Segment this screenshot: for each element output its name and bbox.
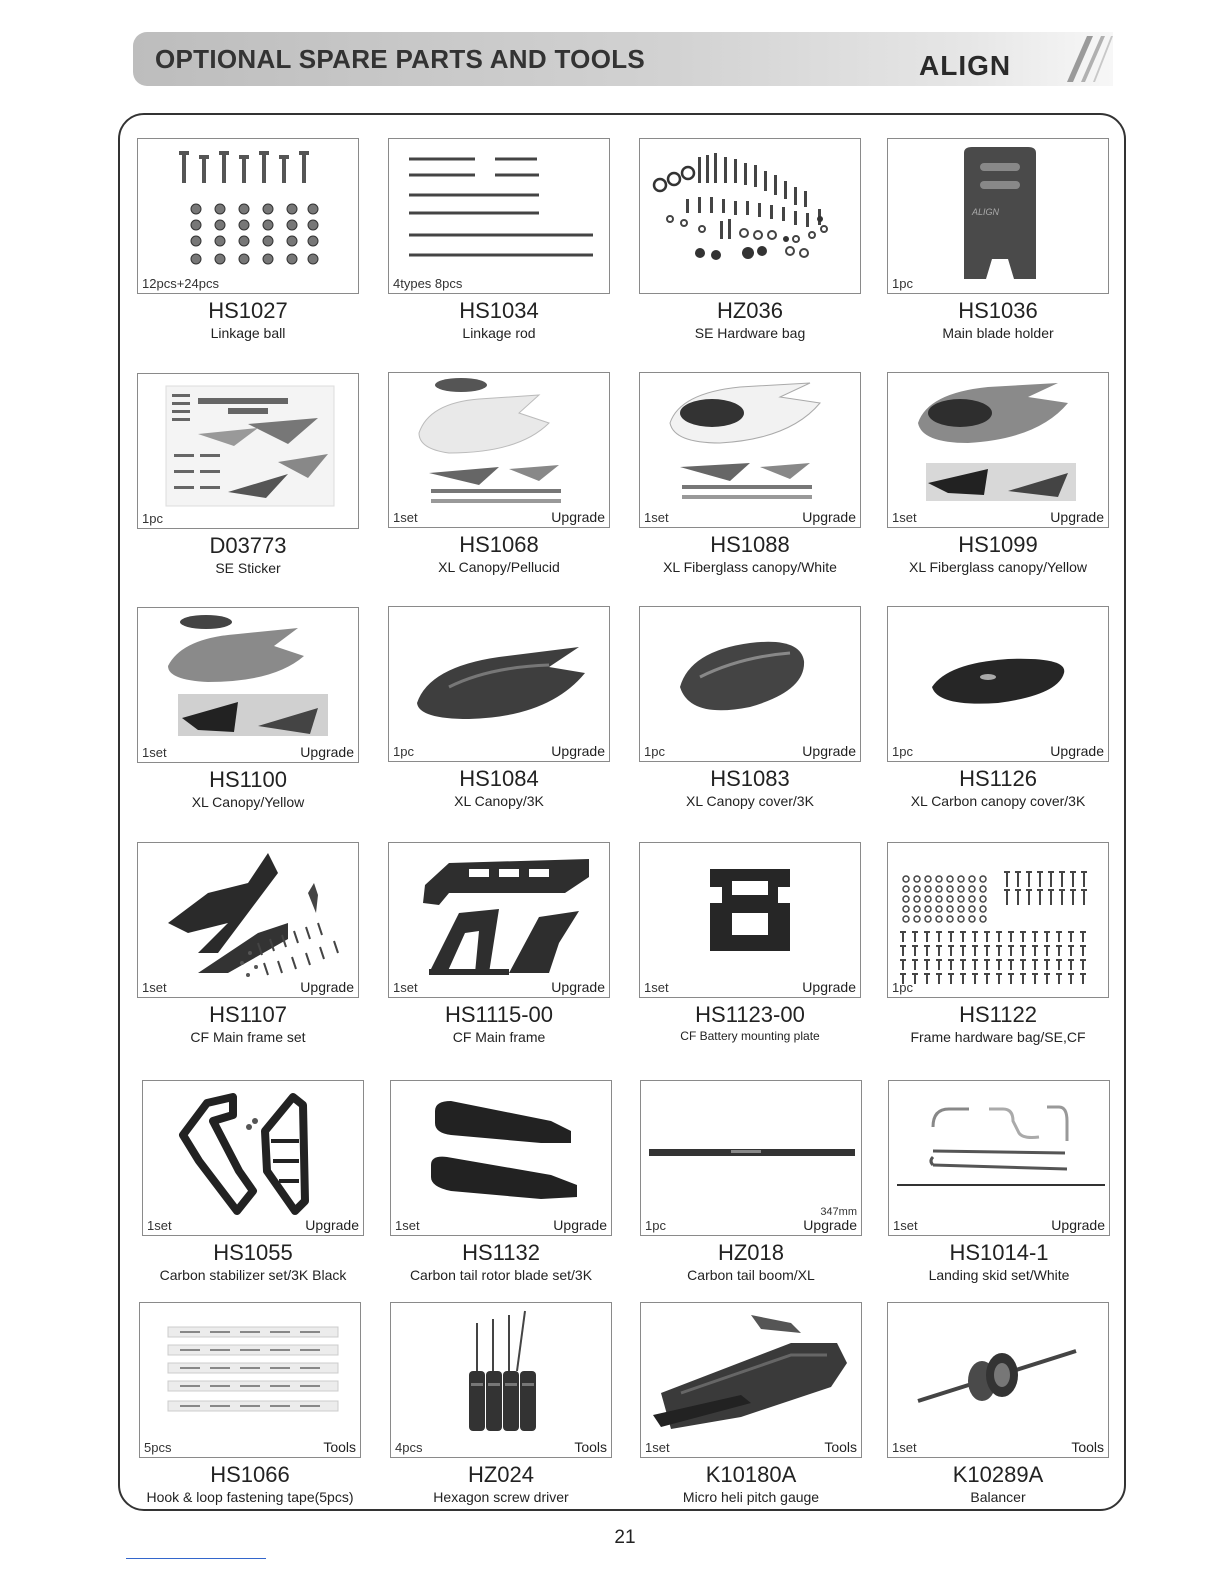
part-photo-fastening-tape: [139, 1302, 361, 1458]
part-card: [137, 607, 359, 810]
part-card: [139, 1302, 361, 1505]
part-code: HS1132: [462, 1240, 540, 1265]
part-card: [388, 606, 610, 809]
part-card: [388, 372, 610, 575]
part-name: XL Canopy/Yellow: [191, 794, 305, 810]
part-code: HS1123-00: [695, 1002, 805, 1027]
section-title: OPTIONAL SPARE PARTS AND TOOLS: [155, 44, 646, 74]
part-quantity: 1set: [395, 1218, 420, 1233]
part-tag: Upgrade: [300, 979, 354, 995]
part-tag: Upgrade: [1050, 743, 1104, 759]
part-name: Main blade holder: [942, 325, 1054, 341]
part-code: HZ024: [467, 1462, 535, 1487]
part-photo-pitch-gauge: [640, 1302, 862, 1458]
part-dimension: 347mm: [820, 1206, 857, 1218]
page-number: 21: [614, 1527, 636, 1548]
part-quantity: 12pcs+24pcs: [142, 276, 219, 291]
part-quantity: 1set: [892, 510, 917, 525]
section-header: [133, 32, 1113, 86]
part-quantity: 1set: [644, 510, 669, 525]
part-code: HS1084: [459, 766, 539, 791]
part-tag: Upgrade: [551, 743, 605, 759]
part-photo-main-frame: [388, 842, 610, 998]
part-code: HS1036: [958, 298, 1038, 323]
part-photo-tail-boom: [640, 1080, 862, 1236]
part-quantity: 4types 8pcs: [393, 276, 463, 291]
part-name: XL Canopy/Pellucid: [438, 559, 560, 575]
part-code: HS1083: [710, 766, 790, 791]
brand-logo: ALIGN: [919, 50, 1012, 81]
part-quantity: 1pc: [892, 744, 913, 759]
part-card: [639, 842, 861, 1042]
part-tag: Upgrade: [305, 1217, 359, 1233]
part-tag: Upgrade: [802, 979, 856, 995]
part-photo-balancer: [887, 1302, 1109, 1458]
part-card: [887, 1302, 1109, 1505]
part-tag: Upgrade: [551, 509, 605, 525]
part-name: Balancer: [970, 1489, 1026, 1505]
part-name: Landing skid set/White: [928, 1267, 1070, 1283]
part-photo-battery-mounting-plate: [639, 842, 861, 998]
part-quantity: 1set: [644, 980, 669, 995]
part-quantity: 4pcs: [395, 1440, 423, 1455]
part-name: Carbon tail rotor blade set/3K: [409, 1267, 593, 1283]
part-quantity: 1set: [147, 1218, 172, 1233]
part-tag: Tools: [824, 1439, 857, 1455]
part-photo-hex-screw-driver: [390, 1302, 612, 1458]
part-quantity: 1set: [645, 1440, 670, 1455]
part-tag: Upgrade: [1050, 509, 1104, 525]
footer-divider: [126, 1558, 266, 1559]
part-tag: Upgrade: [802, 743, 856, 759]
part-card: [639, 138, 861, 341]
part-name: XL Canopy/3K: [454, 793, 544, 809]
part-tag: Upgrade: [803, 1217, 857, 1233]
part-photo-canopy-cover-3k: [639, 606, 861, 762]
part-photo-linkage-rod: [388, 138, 610, 294]
part-name: Linkage ball: [210, 325, 286, 341]
part-photo-hardware-bag: [639, 138, 861, 294]
part-quantity: 1set: [142, 745, 167, 760]
part-code: HZ036: [716, 298, 784, 323]
part-name: XL Fiberglass canopy/Yellow: [909, 559, 1087, 575]
part-quantity: 5pcs: [144, 1440, 172, 1455]
part-quantity: 1pc: [645, 1218, 666, 1233]
svg-text:ALIGN: ALIGN: [972, 207, 1000, 217]
part-photo-canopy-yellow-set: [137, 607, 359, 763]
part-code: HS1034: [459, 298, 539, 323]
part-name: Frame hardware bag/SE,CF: [910, 1029, 1086, 1045]
part-photo-tail-rotor-blade-set: [390, 1080, 612, 1236]
part-card: [887, 842, 1109, 1045]
part-name: XL Carbon canopy cover/3K: [910, 793, 1086, 809]
part-tag: Upgrade: [802, 509, 856, 525]
part-photo-landing-skid-set: [888, 1080, 1110, 1236]
part-code: HS1126: [959, 766, 1037, 791]
part-name: XL Fiberglass canopy/White: [663, 559, 837, 575]
part-code: HS1099: [958, 532, 1038, 557]
part-code: D03773: [209, 533, 287, 558]
part-code: HS1055: [213, 1240, 293, 1265]
part-name: CF Main frame: [452, 1029, 546, 1045]
part-photo-canopy-white: [639, 372, 861, 528]
part-name: Carbon stabilizer set/3K Black: [159, 1267, 347, 1283]
part-quantity: 1pc: [644, 744, 665, 759]
part-card: [639, 372, 861, 575]
part-quantity: 1set: [142, 980, 167, 995]
part-tag: Upgrade: [300, 744, 354, 760]
part-photo-carbon-canopy-cover: [887, 606, 1109, 762]
part-photo-frame-hardware-bag: [887, 842, 1109, 998]
part-code: K10289A: [952, 1462, 1044, 1487]
part-code: HS1100: [209, 767, 287, 792]
part-name: Carbon tail boom/XL: [687, 1267, 815, 1283]
part-tag: Upgrade: [551, 979, 605, 995]
part-quantity: 1set: [892, 1440, 917, 1455]
part-quantity: 1set: [893, 1218, 918, 1233]
part-code: HS1066: [210, 1462, 290, 1487]
part-card: [390, 1080, 612, 1283]
part-quantity: 1set: [393, 980, 418, 995]
part-name: Hexagon screw driver: [433, 1489, 569, 1505]
part-photo-sticker: [137, 373, 359, 529]
part-card: [888, 1080, 1110, 1283]
part-code: HZ018: [717, 1240, 785, 1265]
part-code: HS1088: [710, 532, 790, 557]
part-name: SE Sticker: [215, 560, 281, 576]
part-quantity: 1pc: [393, 744, 414, 759]
part-tag: Tools: [574, 1439, 607, 1455]
part-card: [137, 373, 359, 576]
part-card: [887, 138, 1109, 341]
part-name: Micro heli pitch gauge: [682, 1489, 820, 1505]
part-quantity: 1set: [393, 510, 418, 525]
part-card: [887, 372, 1109, 575]
part-card: [640, 1302, 862, 1505]
part-card: [137, 842, 359, 1045]
part-card: [390, 1302, 612, 1505]
part-photo-canopy-pellucid: [388, 372, 610, 528]
part-photo-main-blade-holder: [887, 138, 1109, 294]
part-code: HS1027: [208, 298, 288, 323]
part-quantity: 1pc: [142, 511, 163, 526]
part-tag: Upgrade: [553, 1217, 607, 1233]
part-name: SE Hardware bag: [694, 325, 806, 341]
part-name: Linkage rod: [462, 325, 536, 341]
part-code: HS1014-1: [949, 1240, 1049, 1265]
part-quantity: 1pc: [892, 276, 913, 291]
part-name: CF Battery mounting plate: [680, 1029, 820, 1043]
part-card: [640, 1080, 862, 1283]
part-name: CF Main frame set: [190, 1029, 306, 1045]
logo-stripes-icon: [1053, 32, 1113, 86]
part-code: HS1068: [459, 532, 539, 557]
part-quantity: 1pc: [892, 980, 913, 995]
part-photo-canopy-yellow: [887, 372, 1109, 528]
part-card: [639, 606, 861, 809]
part-photo-linkage-ball: [137, 138, 359, 294]
part-card: [388, 842, 610, 1045]
part-name: Hook & loop fastening tape(5pcs): [146, 1489, 354, 1505]
part-tag: Tools: [1071, 1439, 1104, 1455]
part-photo-canopy-3k: [388, 606, 610, 762]
part-card: [142, 1080, 364, 1283]
part-card: [887, 606, 1109, 809]
part-code: K10180A: [705, 1462, 797, 1487]
part-name: XL Canopy cover/3K: [686, 793, 814, 809]
part-card: [388, 138, 610, 341]
part-photo-main-frame-set: [137, 842, 359, 998]
part-tag: Tools: [323, 1439, 356, 1455]
part-photo-stabilizer-set: [142, 1080, 364, 1236]
part-code: HS1122: [959, 1002, 1037, 1027]
part-code: HS1115-00: [444, 1002, 554, 1027]
part-code: HS1107: [209, 1002, 287, 1027]
part-tag: Upgrade: [1051, 1217, 1105, 1233]
part-card: [137, 138, 359, 341]
